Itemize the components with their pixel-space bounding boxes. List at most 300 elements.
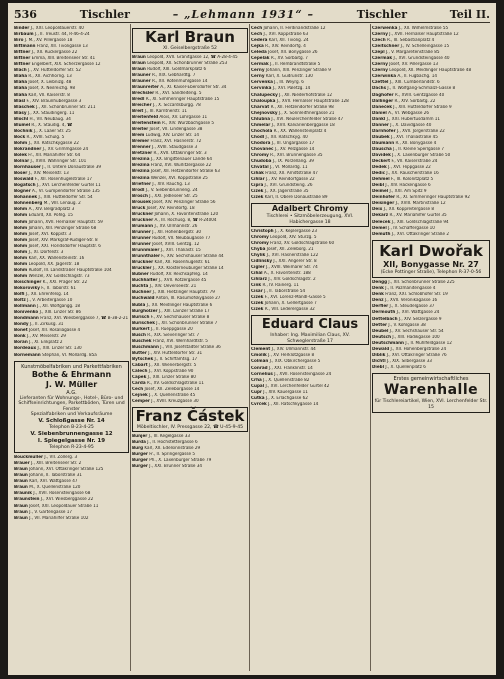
entry-name: Brosch (132, 193, 148, 199)
entry-name: Blöchl (14, 116, 29, 122)
ad-company-name: Franz Částek (135, 407, 245, 426)
entry-name: Czerny (372, 32, 388, 38)
entry-details: J., X. Quellenstraße 82 (263, 377, 310, 383)
entry-details: A., VI. Gumpendorfer Straße 135 (32, 189, 100, 195)
entry-name: Braun (14, 509, 28, 515)
entry-name: Brunnmaier (132, 248, 160, 254)
entry-name: Černy (251, 68, 265, 74)
entry-name: Dedek (372, 165, 387, 171)
entry-name: Bohm (14, 207, 28, 213)
entry-name: Brezina (132, 157, 150, 163)
entry-name: Cervinka (251, 86, 272, 92)
entry-details: J., X. Quellenplatz 6 (385, 364, 426, 370)
entry-name: Chromy (251, 240, 269, 246)
entry-name: Cech (132, 387, 144, 393)
entry-name: Breicher (132, 102, 152, 108)
entry-name: Cigler (251, 264, 265, 270)
entry-details: Anton, III. Rasumofskygasse 27 (155, 296, 221, 302)
entry-details: J., XVI. Hasnerstraße 122 (266, 252, 319, 258)
entry-details: Josef, XII. Zeleborg. 21 (266, 246, 314, 252)
entry-details: Fr., XII. Mariahilfer Str. 64 (28, 152, 81, 158)
entry-details: J., III. Kärntnerstr. 11 (144, 109, 187, 115)
entry-details: J., XVI. Thaliastraße 45 (391, 134, 438, 140)
entry-details: Engelbert, XIX. Scherzergasse 12 (31, 62, 101, 68)
entry-name: Chromy (251, 234, 269, 240)
entry-details: Franz, XII. Tivoligasse 13 (36, 44, 88, 50)
entry-name: Czerwinka (372, 74, 396, 80)
entry-name: Braun (132, 66, 146, 72)
entry-name: Böser (14, 171, 28, 177)
entry-name: Davidek (372, 152, 391, 158)
entry-name: Burger (132, 452, 148, 458)
entry-name: Brunner (132, 242, 151, 248)
entry-list (132, 434, 248, 470)
ad-address: V. Siebenbrunnengasse 12 (30, 430, 113, 437)
entry-details: J., X. Laaer Str. 25 (33, 128, 71, 134)
entry-details: J., III. Ungargasse 17 (271, 140, 315, 146)
entry-name: Denk (372, 292, 384, 298)
entry-details: Karl, XII. Edelsinnstraße 29 (144, 446, 201, 451)
entry-details: J., XVII. Hernalser Hauptstraße 128 (276, 98, 349, 104)
entry-name: Bubla (132, 302, 146, 308)
entry-details: Johann, XIII. Penzinger Straße 9 (265, 68, 331, 74)
entry-details: R., XIV. Reindorfg. 4 (265, 44, 306, 50)
entry-name: Briefner (132, 181, 151, 187)
entry-details: Rudolf, XIII. Goldmarkplatz 6 (147, 66, 207, 72)
entry-details: J., XV. Grimmgasse 24 (42, 146, 89, 152)
entry-details: J., XV. Sechshauser Str. 54 (389, 328, 444, 334)
entry-name: Cmolik (251, 353, 267, 359)
entry-details: J., XIII. Linzer Str. 86 (39, 310, 82, 316)
entry-name: Buchta (132, 284, 149, 290)
entry-details: Josef, XVI. Koppstr. 3 (28, 231, 72, 237)
entry-details: Josef, XII. Rosaliagasse 4 (29, 328, 81, 334)
ad-address: für Tischlereiartikel, Wien, XVI. Lerchenfelder Str. 15 (374, 398, 488, 410)
entry-details: R., XII. Hetzendorfer Straße 98 (270, 104, 334, 110)
entry-details: Josef, X. Neilreichg. 98 (28, 86, 76, 92)
entry-name: Bunjer (132, 433, 148, 439)
advertisement-karl-dworak (372, 240, 490, 279)
entry-name: Bouckmüller (14, 455, 44, 461)
entry-details: R., XVIII. Schulg. 5 (26, 134, 65, 140)
entry-details: J., XVI. Koppstraße 63 (263, 32, 309, 38)
entry-details: J., XII. Niederhofstraße 12 (279, 92, 333, 98)
entry-details: R., XVIII. Gentzgasse 40 (394, 92, 445, 98)
entry-name: Diebl (372, 364, 385, 370)
entry-details: J., XIV. Hütteldorfer Str. 31 (148, 350, 203, 356)
entry-name: Böswald (14, 177, 34, 183)
entry-details: J., II. Treustr. 44, R-46-4-24 (34, 32, 90, 38)
entry-details: J., II. Rueppgasse 20 (150, 326, 193, 332)
page-header (14, 6, 490, 23)
entry-name: Cvrček (251, 401, 267, 407)
entry-details: J., XIII. Breitenseer Str. 2 (31, 461, 82, 467)
entry-name: Bogatsch (14, 183, 36, 189)
ad-company-name: Bothe & Ehrmann (31, 369, 112, 379)
entry-details: Franz, XII. Arndtstraße 47 (265, 171, 318, 177)
entry-details: J., XVII. Jörgerstraße 22 (396, 128, 445, 134)
entry-details: J., X. Davidgasse 40 (390, 122, 432, 128)
entry-details: Josef, XV. Pillergasse 13 (389, 62, 439, 68)
entry-details: Karl, XVI. Wattgasse 47 (29, 479, 78, 485)
entry-details: J., XX. Jägerstraße 35 (264, 189, 309, 195)
entry-name: Cabart (132, 362, 148, 368)
entry-details: Franz, XXI. Schloßhofer Str. 19 (385, 292, 448, 298)
entry-details: J., VII. Zollerg. 3 (44, 455, 78, 461)
list-item (372, 365, 490, 371)
ad-address: V. Schloßgasse Nr. 14 (38, 417, 105, 424)
entry-details: Wenzel, XV. Goldschlagstr. 73 (28, 273, 90, 279)
entry-name: Brunner (132, 236, 151, 241)
entry-name: Bolfi (14, 292, 25, 298)
list-item (251, 307, 369, 313)
entry-details: R., XX. Wallensteinplatz 4 (273, 128, 327, 134)
entry-name: Deutschmann (372, 340, 404, 346)
entry-name: Blach (14, 68, 27, 74)
column-divider (130, 24, 131, 671)
entry-details: J., XIX. Silbergasse 33 (386, 358, 432, 364)
entry-details: J., XVI. Ottakringer Straße 76 (386, 352, 447, 358)
entry-details: J., II. Kleine Sperlgasse 7 (393, 146, 444, 152)
entry-details: J., XII. Ratschkyg. 40 (265, 134, 308, 140)
entry-details: J., XV. Hütteldorfer Str. 52 (28, 68, 81, 74)
entry-name: Chodora (251, 140, 271, 146)
entry-name: Butter (132, 350, 147, 356)
entry-name: Cepelak (251, 56, 270, 62)
entry-name: Cizek (251, 301, 264, 307)
entry-name: Blaha (14, 80, 28, 86)
entry-name: Daneček (372, 104, 392, 110)
entry-details: J., VIII. Josefstädter Straße 36 (160, 344, 221, 350)
ad-address: I. Spiegelgasse Nr. 19 (37, 437, 106, 444)
entry-name: Cejka (251, 44, 264, 50)
entry-name: Brunner (132, 229, 151, 235)
entry-details: K., XXI. Prager Str. 22 (42, 279, 88, 285)
entry-details: J., II. Schiffamtsg. 17 (154, 356, 198, 362)
directory-page (8, 3, 496, 675)
entry-details: J., XVI. Koppstraße 90 (148, 369, 194, 375)
entry-name: Derfler (372, 304, 389, 310)
entry-name: Bruckner (132, 211, 154, 217)
entry-name: Daumann (372, 140, 395, 146)
entry-details: Karl, XII. Tivolig. 24 (268, 38, 309, 44)
entry-name: Dengg (372, 280, 388, 286)
entry-details: J., XX. Staudingerg. 11 (27, 110, 75, 116)
entry-details: R., XV. Goldschlagstraße 11 (146, 381, 204, 387)
entry-name: Chylik (251, 252, 266, 258)
entry-name: Deinhofer (372, 195, 396, 201)
entry-details: F., XVI. Lorenz-Mandl-Gasse 5 (264, 295, 326, 301)
entry-name: Braun (14, 503, 28, 509)
entry-name: Čapek (132, 375, 147, 381)
advertisement-karl-braun (132, 28, 248, 53)
entry-details: J., VI. Mollardg. 11 (269, 165, 308, 171)
entry-details: J., II. Untere Donaustraße 39 (42, 165, 101, 171)
entry-name: Böhm (14, 219, 28, 225)
entry-name: Burkert (132, 326, 150, 332)
entry-name: Braun (14, 485, 28, 491)
list-item (372, 232, 490, 238)
entry-details: Emma, XIII. Breitenseer Str. 41 (31, 56, 96, 62)
entry-name: Böhm (14, 140, 28, 146)
entry-details: R., XVI. Brunnengasse 35 (270, 152, 323, 158)
entry-details: J., XX. Brigittenauer Lände 64 (150, 157, 213, 163)
entry-name: Buchner (132, 290, 152, 296)
list-item (132, 464, 248, 470)
entry-name: Cisar (251, 289, 263, 295)
entry-details: A., VI. Webgasse 26 (388, 110, 430, 116)
entry-name: Czech (372, 38, 386, 44)
entry-details: Johann, II. Taborstraße 31 (29, 473, 82, 479)
entry-name: Braunstein (14, 497, 40, 503)
entry-name: Böhm (14, 231, 28, 237)
entry-name: Burisch (132, 314, 150, 320)
entry-name: Cemper (132, 399, 150, 405)
entry-name: Czeitschner (372, 44, 400, 50)
entry-details: J., XVI. Wattgasse 24 (396, 310, 440, 316)
entry-name: Dekarz (372, 213, 389, 219)
ad-branches: Spezialfabriken und Verkaufsräume (30, 412, 113, 418)
entry-details: Josef, XIV. Markgraf-Rüdiger-Str. 8 (28, 237, 98, 243)
entry-name: Brauner (132, 78, 151, 84)
entry-name: Czermak (372, 56, 393, 62)
ad-company-name: Karl Dwořak (379, 241, 483, 260)
entry-details: R., VIII. Lederergasse 32 (264, 307, 315, 313)
entry-name: Daubek (372, 134, 390, 140)
entry-details: J., XVII. Rötzergasse 45 (158, 278, 207, 284)
entry-details: R., XVII. Ottakringer Str. 3 (153, 151, 207, 157)
entry-name: Chudoba (251, 159, 272, 165)
ad-telephone: Telephon B-23-4-25 (49, 424, 94, 430)
entry-name: Cejnek (132, 393, 148, 399)
entry-details: Ph., X. Laxenburger Straße 79 (149, 458, 212, 464)
entry-name: Buschmann (132, 344, 159, 350)
list-item (132, 399, 248, 405)
entry-details: A., XIV. Belgradplatz 3 (28, 207, 75, 213)
entry-name: Bondmann (14, 316, 39, 322)
entry-name: Bittner (14, 50, 31, 56)
entry-name: Burischek (132, 320, 155, 326)
entry-name: Denk (372, 286, 384, 292)
column-2 (132, 26, 248, 671)
entry-name: Blaha (14, 86, 28, 92)
entry-name: Czerwenka (372, 26, 398, 31)
entry-name: Bochnik (14, 128, 33, 134)
entry-name: Detter (372, 322, 388, 328)
entry-details: J., X. Erlachgasse 62 (265, 395, 308, 401)
entry-name: Darnhofer (372, 128, 396, 134)
entry-details: J., XIII. Linzer Str. 130 (37, 346, 82, 352)
entry-name: Böhm (14, 243, 28, 249)
entry-details: J., XIII. Hadikgasse 100 (392, 334, 440, 340)
entry-details: Leopold, XX. Jägerstr. 18 (28, 261, 80, 267)
entry-name: Buschek (132, 338, 152, 344)
entry-details: J., V. Kohlgasse 38 (388, 322, 426, 328)
entry-details: J., XV. Herklotzgasse 8 (268, 353, 315, 359)
ad-address: XI. Geiselbergstraße 52 (163, 46, 217, 51)
entry-name: Boltz (14, 298, 26, 304)
ad-heading: Kunstmöbelfabriken und Parkettfabriken (21, 363, 122, 370)
entry-name: Bornemann (14, 352, 41, 358)
entry-details: J., XVII. Rosensteingasse 24 (274, 371, 332, 377)
entry-details: J., X. Siccardsburgg. 78 (152, 102, 201, 108)
entry-name: Cervenka (251, 80, 273, 86)
entry-name: Dichtl (372, 358, 386, 364)
entry-details: J., XIV. Oeverseestr. 21 (149, 284, 197, 290)
ad-company-name: Karl Braun (145, 28, 235, 46)
entry-details: J., XIII. Hütteldorfer Straße 9 (393, 104, 452, 110)
entry-name: Bohnenberg (14, 201, 43, 207)
entry-name: Burgholzer (132, 308, 158, 314)
ad-address: Inhaber: Ing. Maximilian Claus, XV. Schweglerstraße 17 (270, 333, 350, 344)
list-item (251, 402, 369, 408)
entry-details: Wenzel, XVI. Koppstraße 25 (150, 175, 208, 181)
entry-details: A., X. Favoritenstr. 188 (263, 270, 311, 276)
column-divider (370, 24, 371, 671)
entry-name: Bolnar (14, 159, 30, 165)
entry-name: Böhm (14, 255, 28, 261)
entry-details: R., XII. Aichhorng. 13 (28, 74, 72, 80)
entry-name: Busch (132, 332, 146, 338)
entry-details: J., XIII. Cumberlandstr. 6 (389, 80, 440, 86)
entry-details: R., XIV. Wurzbachgasse 5 (162, 121, 215, 127)
entry-name: Denz (372, 298, 384, 304)
entry-name: Chodl (251, 134, 265, 140)
entry-name: Deibl (372, 183, 385, 189)
entry-name: Braun (132, 54, 146, 60)
header-right-word: Tischler (356, 7, 407, 21)
entry-details: Franz, XVI. Wiesberggasse 7, ☎ B-38-2-21 (40, 316, 129, 322)
entry-name: Cech (251, 32, 263, 38)
entry-name: Cihlar (251, 177, 265, 183)
entry-details: Josef, XXI. Floridsdorfer Hauptstr. 6 (28, 243, 101, 249)
entry-details: J., XVI. Grundsteing. 26 (264, 183, 313, 189)
entry-details: J., XIV. Goldschlagstr. 2 (268, 276, 316, 282)
entry-name: Čeleda (251, 50, 267, 56)
entry-details: J., II. Mühlfeldgasse 12 (405, 340, 452, 346)
entry-details: J., XVI. Ottakringer Straße 2 (391, 231, 449, 237)
entry-details: J., XII. Wolfgangg. 18 (37, 304, 81, 310)
entry-details: J., V. Gartengasse 17 (29, 509, 72, 515)
header-title: – „Lehmann 1931“ – (172, 7, 314, 21)
entry-name: Bredl (132, 96, 145, 102)
entry-name: Deutsch (372, 334, 392, 340)
entry-name: Bytschek (132, 356, 154, 362)
entry-name: Bruckner (132, 260, 154, 266)
entry-details: Johann, II. Ferdinandstraße 12 (263, 26, 326, 31)
entry-name: Cupal (251, 383, 265, 389)
entry-details: R., XIX. Gebhardtg. 7 (152, 72, 196, 78)
entry-details: J., XII. Ratschkygasse 22 (28, 140, 79, 146)
entry-details: J., XII. Ratschkygasse 14 (268, 401, 319, 407)
entry-name: Bonivenko (14, 310, 39, 316)
entry-details: R., XIV. Sorbaitg. 22 (394, 98, 436, 104)
entry-details: Josef, XV. Reindorfg. 18 (146, 205, 195, 211)
entry-details: J., III. Weyrg. 6 (274, 80, 304, 86)
ad-description: Lieferanten für Wohnungs-, Hotel-, Büro- und Schiffseinrichtungen, Parkettböden, Türen und Fenster (18, 395, 125, 412)
entry-details: Ludwig, XIV. Linzer Str. 14 (145, 133, 199, 139)
entry-name: Böhm (14, 249, 28, 255)
entry-details: J., XV. Reindorfgasse 22 (265, 177, 315, 183)
entry-name: Dehmel (372, 177, 390, 183)
entry-details: Josef, XII. Bonygasse 26 (268, 50, 318, 56)
entry-details: Rudolf, XV. Reichsapfelg. 14 (150, 272, 208, 278)
entry-details: J., XII. Wilhelmstraße 55 (398, 26, 449, 31)
ad-address: XII, Bonygasse Nr. 27 (383, 259, 479, 269)
entry-name: Bokoroviky (14, 286, 40, 292)
entry-details: J., X. Steudelgasse 37 (389, 304, 435, 310)
entry-name: Blaha (14, 74, 28, 80)
entry-name: Braun (14, 467, 28, 473)
column-3 (251, 26, 369, 671)
entry-details: J., XII. Koppreitergasse 8 (383, 207, 434, 213)
entry-details: F., XIV. Sechshauser Straße 44 (161, 254, 224, 260)
entry-details: Leopold, XII. Schönbrunner Straße 253 (147, 60, 228, 66)
entry-name: Brezina (132, 169, 150, 175)
entry-name: Demuth (372, 231, 391, 237)
entry-details: J., XV. Meiselstr. 29 (27, 334, 66, 340)
entry-name: Chochola (251, 128, 273, 134)
entry-details: R., III. Sebastianplatz 4 (386, 38, 435, 44)
entry-details: J., XVII. Kalvarienberggasse 18 (271, 122, 335, 128)
entry-name: Chalupecky (251, 92, 278, 98)
entry-name: Braunik (14, 491, 33, 497)
entry-details: J., XII. Schönbrunner Straße 225 (388, 280, 455, 286)
entry-name: Dedic (372, 171, 386, 177)
ad-address: Möbeltischler, IV. Pressgasse 22, ☎ U-45-9-45 (136, 425, 244, 431)
entry-details: A., XI. Kaiser-Ebersdorfer Str. 34 (160, 84, 227, 90)
entry-name: Černy (251, 74, 265, 80)
entry-name: Bräuer (14, 461, 30, 467)
entry-name: Deix (372, 207, 383, 213)
entry-list (251, 26, 369, 201)
entry-details: J., XII. Schönbrunner Straße 7 (156, 320, 218, 326)
entry-name: Böhm (14, 273, 28, 279)
entry-details: J., XII. Hohenbergstr. 30 (152, 229, 201, 235)
entry-list (251, 347, 369, 407)
ad-address: Tischlerei • Sitzmöbelerzeugung, XVI. Habichergasse 18 (266, 214, 354, 225)
entry-details: Fr., II. Springergasse 5 (149, 452, 196, 458)
entry-details: M., VIII. Lenaug. 2 (43, 201, 81, 207)
entry-name: Blümel (14, 122, 31, 128)
entry-name: Dauscha (372, 146, 392, 152)
entry-name: Buchhalter (132, 278, 158, 284)
entry-name: Christoph (251, 228, 274, 234)
entry-name: Dachs (372, 86, 387, 92)
entry-details: J., XIII. Hietzinger Hauptstr. 79 (152, 290, 215, 296)
entry-details: J., XIV. Selzergasse 9 (398, 316, 442, 322)
entry-details: J., XXI. Brünner Straße 34 (149, 464, 203, 470)
entry-name: Brechsler (132, 90, 155, 96)
entry-details: Josef, X. Leibnizg. 48 (28, 80, 72, 86)
advertisement-bothe-ehrmann (14, 361, 129, 454)
header-left-word: Tischler (79, 7, 130, 21)
entry-details: Johann, XVI. Ottakringer Straße 125 (29, 467, 104, 473)
entry-details: R., XII. Bonygasse 4 (395, 140, 437, 146)
entry-name: Chyba (251, 246, 266, 252)
entry-details: Franz, XVI. Wurlitzergasse 22 (150, 163, 212, 169)
entry-name: Cihak (251, 171, 264, 177)
entry-details: J., XII. Ruckergasse 22 (31, 50, 78, 56)
entry-name: Deisinger (372, 201, 395, 207)
entry-name: Bolek (14, 152, 27, 158)
entry-details: J., V. Margaretenstraße 85 (385, 50, 440, 56)
entry-details: J., XII. Wienerbergstr. 5 (148, 362, 197, 368)
entry-name: Breitenstein (132, 121, 161, 127)
entry-name: Brückler (132, 266, 152, 272)
entry-name: Birbaum (14, 32, 34, 38)
entry-details: R., XV. Sorbaitg. 7 (270, 56, 308, 62)
